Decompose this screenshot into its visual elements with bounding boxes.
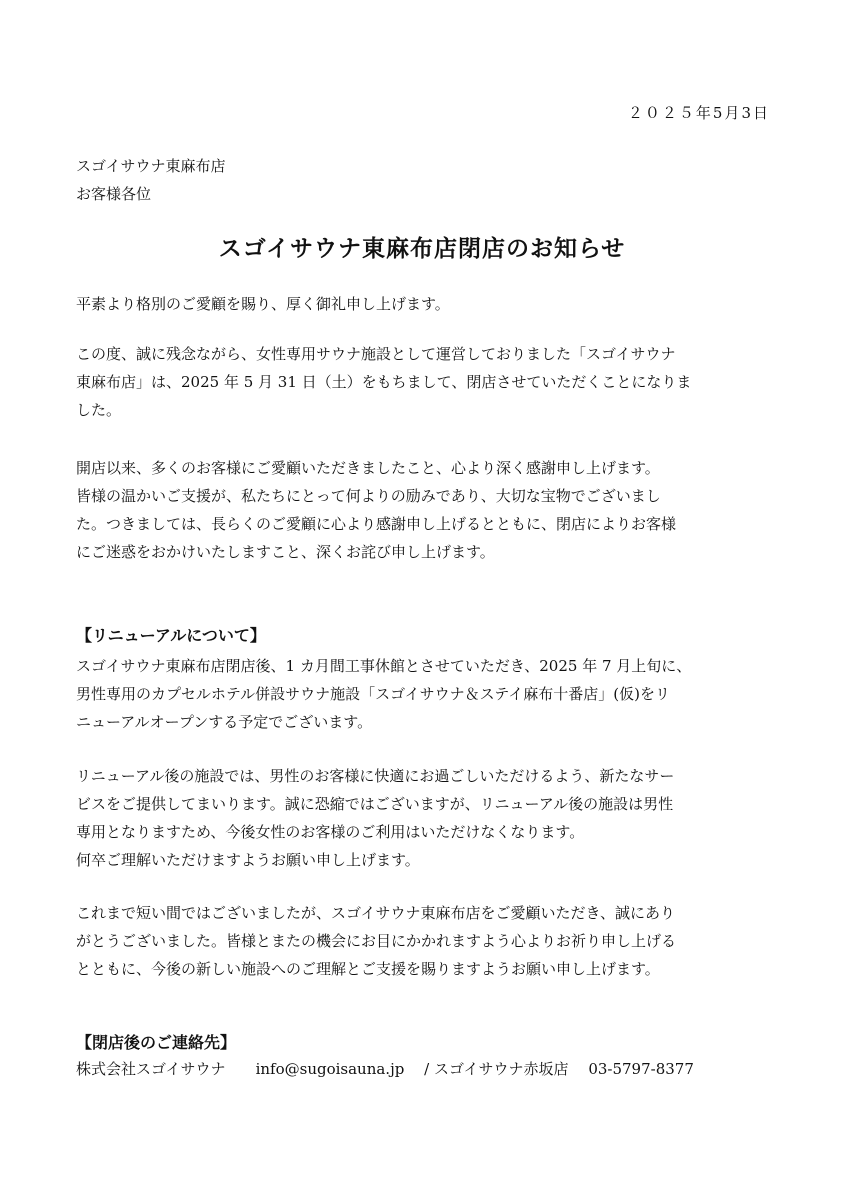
contact-phone: 03-5797-8377 [588,1060,694,1078]
addressee-block [76,152,226,208]
document-title: スゴイサウナ東麻布店閉店のお知らせ [218,236,626,262]
renewal-plan-paragraph: スゴイサウナ東麻布店閉店後、1 カ月間工事休館とさせていただき、2025 年 7 月上旬に、 男性専用のカプセルホテル併設サウナ施設「スゴイサウナ＆ステイ麻布十番店」(仮)をリ ニューアルオープンする予定でございます。 [76,657,692,731]
contact-separator: / [424,1060,430,1078]
contact-company: 株式会社スゴイサウナ [76,1060,226,1078]
gratitude-paragraph: 開店以来、多くのお客様にご愛顧いただきましたこと、心より深く感謝申し上げます。 皆様の温かいご支援が、私たちにとって何よりの励みであり、大切な宝物でございまし た。つきましては、長らくのご愛顧に心より感謝申し上げるとともに、閉店によりお客様 にご迷惑をおかけいたしますこと、深くお詫び申し上げます。 [76,459,677,561]
renewal-service-paragraph: リニューアル後の施設では、男性のお客様に快適にお過ごしいただけるよう、新たなサー ビスをご提供してまいります。誠に恐縮ではございますが、リニューアル後の施設は男性 専用となりますため、今後女性のお客様のご利用はいただけなくなります。 何卒ご理解いただけますようお願い申し上げます。 [76,767,675,869]
closing-announcement-paragraph: この度、誠に残念ながら、女性専用サウナ施設として運営しておりました「スゴイサウナ 東麻布店」は、2025 年 5 月 31 日（土）をもちまして、閉店させていただくことになりま した。 [76,345,692,419]
document-date: ２０２５年5月3日 [627,104,770,122]
contact-branch: スゴイサウナ赤坂店 [433,1060,569,1078]
farewell-paragraph: これまで短い間ではございましたが、スゴイサウナ東麻布店をご愛顧いただき、誠にあり がとうございました。皆様とまたの機会にお目にかかれますよう心よりお祈り申し上げる とともに、今後の新しい施設へのご理解とご支援を賜りますようお願い申し上げます。 [76,904,677,978]
contact-heading: 【閉店後のご連絡先】 [76,1033,237,1052]
addressee-store: スゴイサウナ東麻布店 [76,157,226,175]
contact-email: info@sugoisauna.jp [255,1060,405,1078]
contact-line [76,1058,694,1079]
greeting-paragraph: 平素より格別のご愛顧を賜り、厚く御礼申し上げます。 [76,295,450,313]
addressee-customers: お客様各位 [76,185,152,203]
renewal-heading: 【リニューアルについて】 [76,626,266,645]
